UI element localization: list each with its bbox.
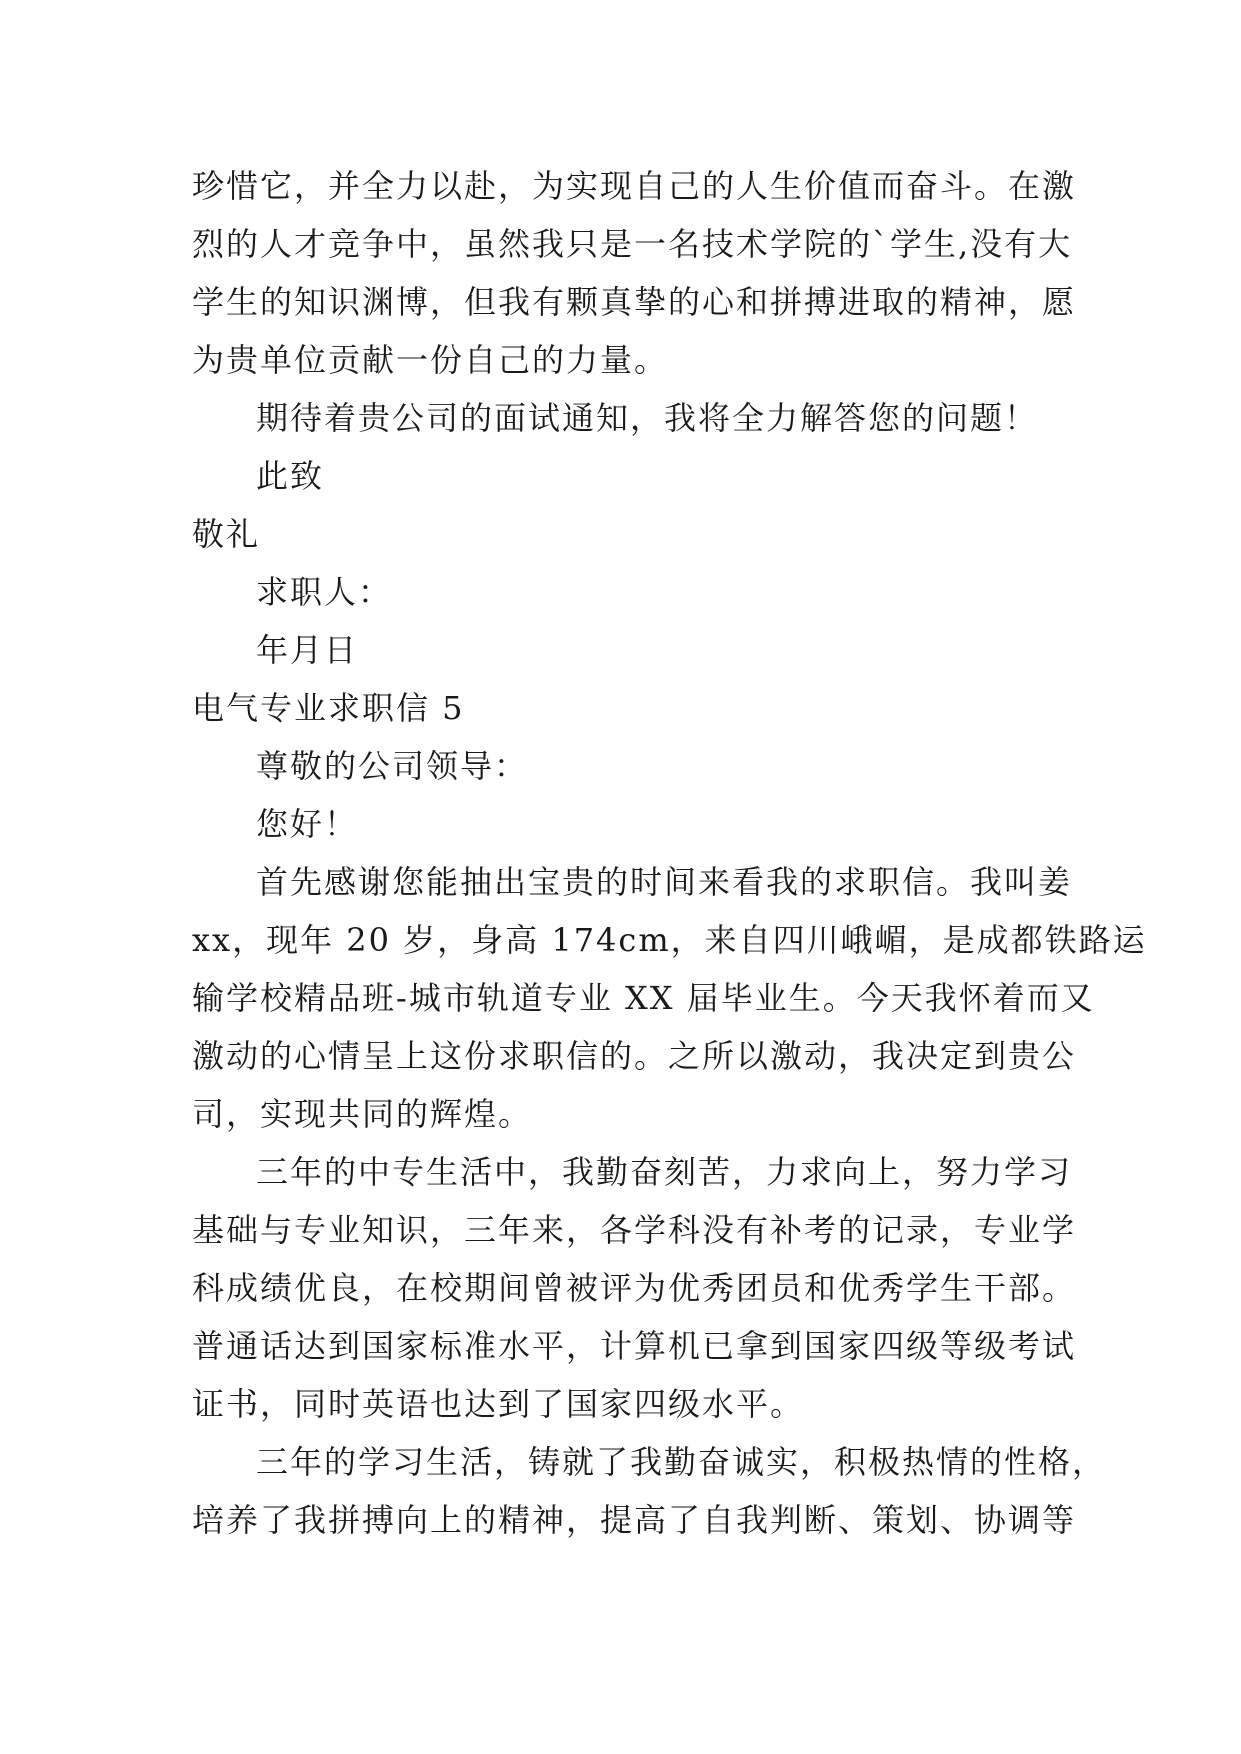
text-line: 烈的人才竞争中，虽然我只是一名技术学院的`学生,没有大: [192, 225, 1073, 263]
text-line: 为贵单位贡献一份自己的力量。: [192, 341, 669, 379]
text-line: 期待着贵公司的面试通知，我将全力解答您的问题！: [256, 399, 1039, 437]
text-line: 科成绩优良，在校期间曾被评为优秀团员和优秀学生干部。: [192, 1269, 1077, 1307]
text-line: 输学校精品班-城市轨道专业 XX 届毕业生。今天我怀着而又: [192, 979, 1095, 1017]
text-line: 基础与专业知识，三年来，各学科没有补考的记录，专业学: [192, 1211, 1077, 1249]
text-line: xx，现年 20 岁，身高 174cm，来自四川峨嵋，是成都铁路运: [192, 921, 1147, 959]
section-title: 电气专业求职信 5: [192, 689, 465, 727]
text-line: 首先感谢您能抽出宝贵的时间来看我的求职信。我叫姜: [256, 863, 1073, 901]
text-line: 三年的中专生活中，我勤奋刻苦，力求向上，努力学习: [256, 1153, 1073, 1191]
text-line: 普通话达到国家标准水平，计算机已拿到国家四级等级考试: [192, 1327, 1077, 1365]
text-line: 珍惜它，并全力以赴，为实现自己的人生价值而奋斗。在激: [192, 167, 1077, 205]
text-line: 培养了我拼搏向上的精神，提高了自我判断、策划、协调等: [192, 1501, 1077, 1539]
greeting-hello: 您好！: [256, 805, 359, 843]
closing-phrase: 此致: [256, 457, 325, 495]
text-line: 证书，同时英语也达到了国家四级水平。: [192, 1385, 805, 1423]
text-line: 三年的学习生活，铸就了我勤奋诚实，积极热情的性格，: [256, 1443, 1107, 1481]
greeting: 尊敬的公司领导：: [256, 747, 529, 785]
text-line: 司，实现共同的辉煌。: [192, 1095, 533, 1133]
date-line: 年月日: [256, 631, 359, 669]
text-line: 学生的知识渊博，但我有颗真挚的心和拼搏进取的精神，愿: [192, 283, 1077, 321]
text-line: 激动的心情呈上这份求职信的。之所以激动，我决定到贵公: [192, 1037, 1077, 1075]
salutation-closing: 敬礼: [192, 515, 261, 553]
applicant-label: 求职人：: [256, 573, 393, 611]
